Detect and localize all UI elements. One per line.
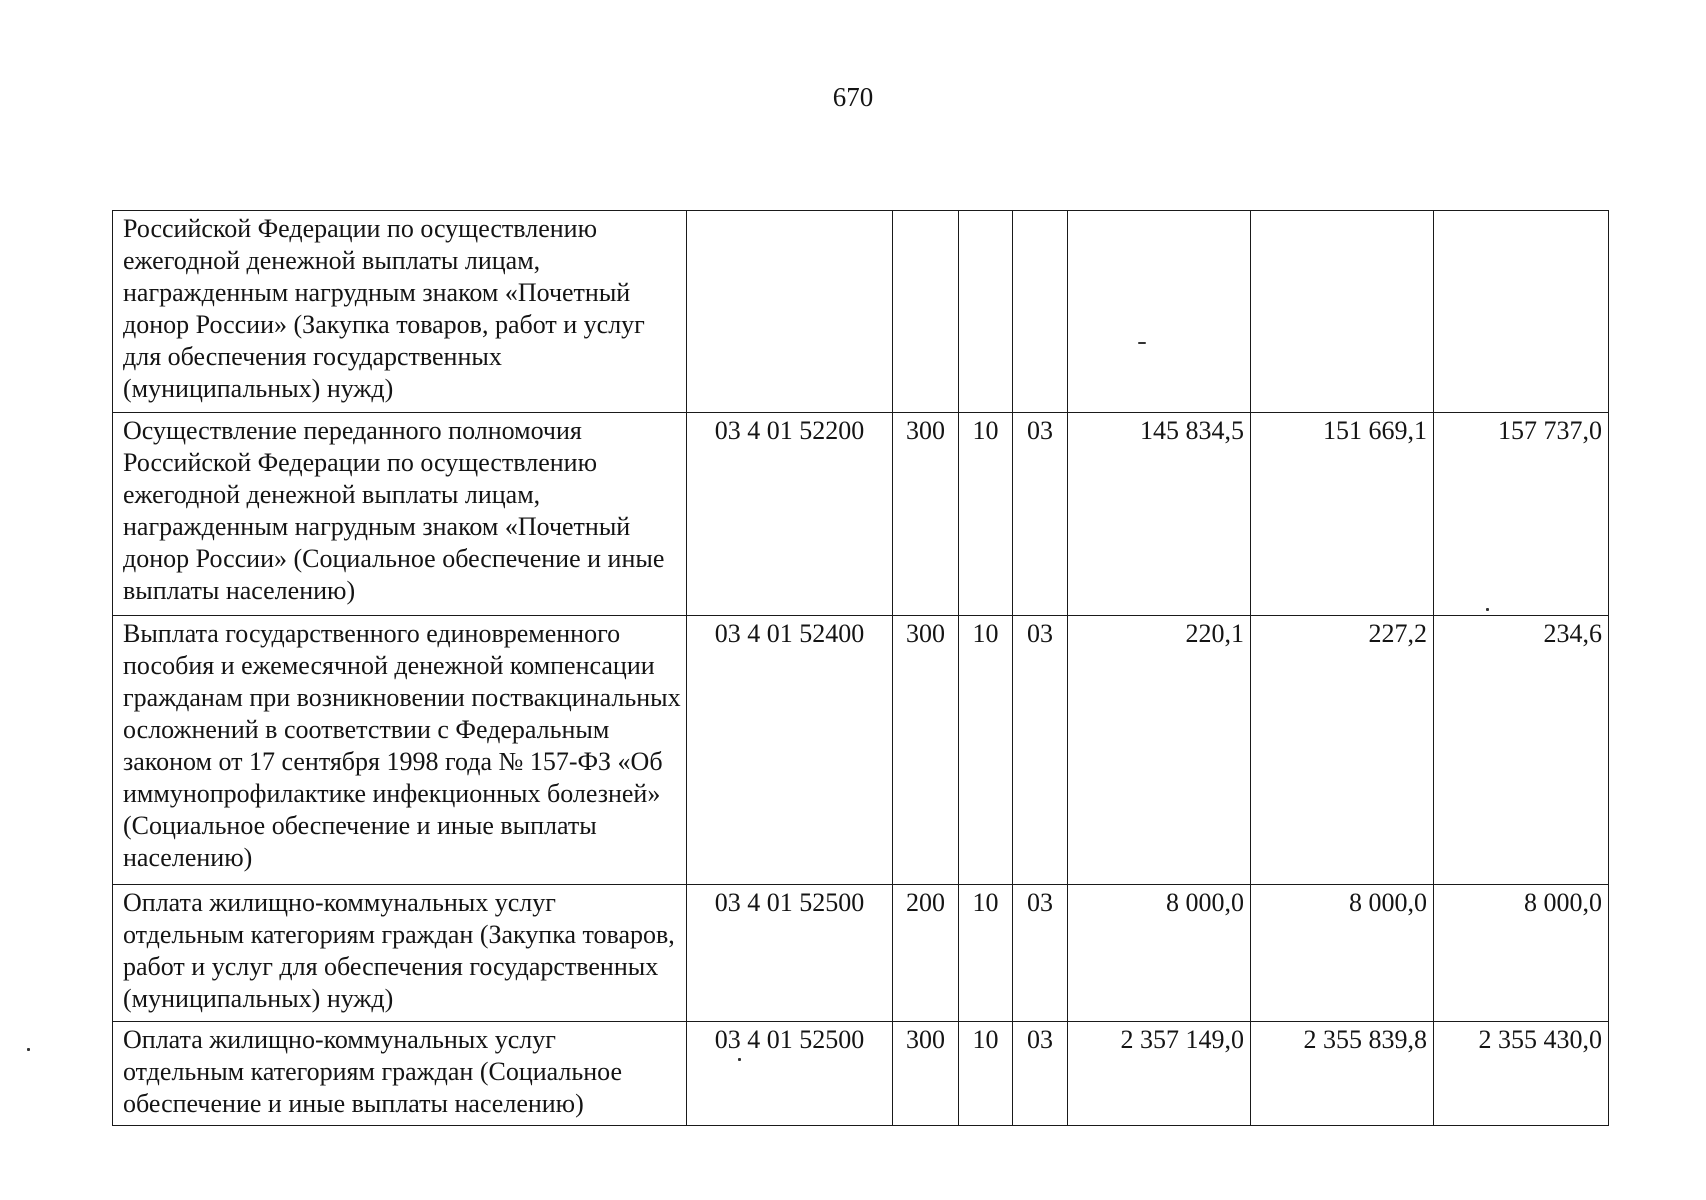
amount-3-cell: 157 737,0 (1434, 413, 1609, 616)
subsection-cell: 03 (1013, 616, 1068, 885)
amount-1-cell: 220,1 (1068, 616, 1251, 885)
subsection-cell: 03 (1013, 413, 1068, 616)
section-cell: 10 (959, 413, 1013, 616)
scan-mark (1486, 608, 1489, 611)
amount-1-cell: 2 357 149,0 (1068, 1022, 1251, 1126)
section-cell: 10 (959, 616, 1013, 885)
amount-1-cell: 8 000,0 (1068, 885, 1251, 1022)
expense-type-cell: 300 (893, 616, 959, 885)
target-article-cell: 03 4 01 52400 (687, 616, 893, 885)
expense-type-cell: 200 (893, 885, 959, 1022)
amount-2-cell: 151 669,1 (1251, 413, 1434, 616)
section-cell: 10 (959, 1022, 1013, 1126)
target-article-cell: 03 4 01 52500 (687, 1022, 893, 1126)
subsection-cell: 03 (1013, 885, 1068, 1022)
amount-2-cell: 227,2 (1251, 616, 1434, 885)
table-row (113, 885, 1609, 1022)
table-row (113, 616, 1609, 885)
row-description: Оплата жилищно-коммунальных услуг отдельным категориям граждан (Социальное обеспечение и иные выплаты населению) (113, 1022, 687, 1126)
row-description: Осуществление переданного полномочия Российской Федерации по осуществлению ежегодной денежной выплаты лицам, награжденным нагрудным знаком «Почетный донор России» (Социальное обеспечение и иные выплаты населению) (113, 413, 687, 616)
table-row (113, 1022, 1609, 1126)
expense-type-cell: 300 (893, 1022, 959, 1126)
expense-type-cell (893, 211, 959, 413)
scan-mark (738, 1058, 741, 1061)
amount-2-cell: 8 000,0 (1251, 885, 1434, 1022)
page-number: 670 (832, 82, 874, 112)
amount-3-cell: 234,6 (1434, 616, 1609, 885)
row-description: Оплата жилищно-коммунальных услуг отдельным категориям граждан (Закупка товаров, работ и услуг для обеспечения государственных (муниципальных) нужд) (113, 885, 687, 1022)
target-article-cell: 03 4 01 52200 (687, 413, 893, 616)
subsection-cell (1013, 211, 1068, 413)
amount-2-cell (1251, 211, 1434, 413)
amount-2-cell: 2 355 839,8 (1251, 1022, 1434, 1126)
expense-type-cell: 300 (893, 413, 959, 616)
row-description: Российской Федерации по осуществлению ежегодной денежной выплаты лицам, награжденным нагрудным знаком «Почетный донор России» (Закупка товаров, работ и услуг для обеспечения государственных (муниципальных) нужд) (113, 211, 687, 413)
amount-1-cell: 145 834,5 (1068, 413, 1251, 616)
amount-3-cell: 2 355 430,0 (1434, 1022, 1609, 1126)
row-description: Выплата государственного единовременного пособия и ежемесячной денежной компенсации гражданам при возникновении поствакцинальных осложнений в соответствии с Федеральным законом от 17 сентября 1998 года № 157-ФЗ «Об иммунопрофилактике инфекционных болезней» (Социальное обеспечение и иные выплаты населению) (113, 616, 687, 885)
amount-3-cell (1434, 211, 1609, 413)
section-cell: 10 (959, 885, 1013, 1022)
budget-table (112, 210, 1609, 1126)
table-row (113, 413, 1609, 616)
target-article-cell: 03 4 01 52500 (687, 885, 893, 1022)
subsection-cell: 03 (1013, 1022, 1068, 1126)
scan-mark (27, 1048, 30, 1051)
amount-3-cell: 8 000,0 (1434, 885, 1609, 1022)
target-article-cell (687, 211, 893, 413)
table-row (113, 211, 1609, 413)
amount-1-cell (1068, 211, 1251, 413)
section-cell (959, 211, 1013, 413)
scan-mark (1138, 342, 1146, 344)
